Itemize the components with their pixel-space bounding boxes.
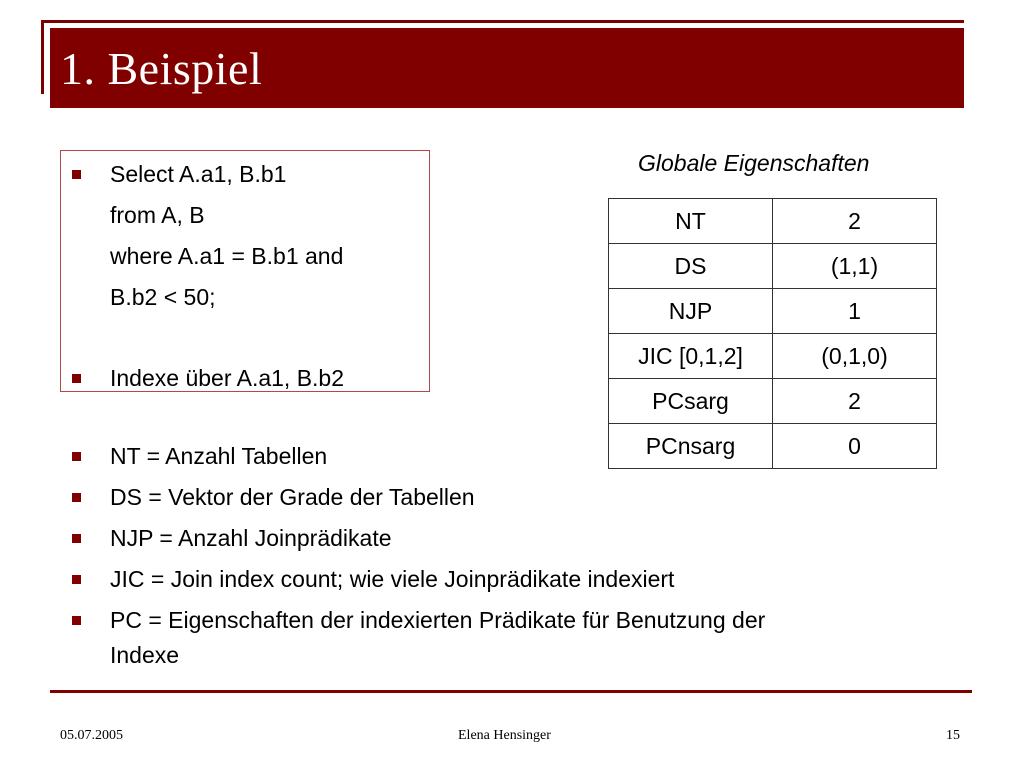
bullet-icon [72, 374, 81, 383]
property-value: (0,1,0) [773, 334, 937, 379]
global-properties-table [608, 198, 937, 469]
bullet-icon [72, 616, 81, 625]
property-value: (1,1) [773, 244, 937, 289]
definition-item: JIC = Join index count; wie viele Joinprädikate indexiert [110, 566, 675, 592]
table-row [609, 289, 937, 334]
indexes-text: Indexe über A.a1, B.b2 [110, 365, 345, 391]
definition-item-continued: Indexe [110, 642, 180, 668]
footer-page-number: 15 [946, 728, 960, 743]
bullet-icon [72, 534, 81, 543]
property-name: DS [609, 244, 773, 289]
footer-author: Elena Hensinger [458, 728, 551, 743]
bullet-icon [72, 575, 81, 584]
definition-item: NJP = Anzahl Joinprädikate [110, 525, 392, 551]
property-value: 1 [773, 289, 937, 334]
footer-date: 05.07.2005 [60, 728, 123, 743]
title-decor-horizontal [41, 20, 964, 23]
table-caption: Globale Eigenschaften [638, 150, 870, 176]
slide-title: 1. Beispiel [60, 42, 263, 94]
bullet-icon [72, 493, 81, 502]
query-line: from A, B [110, 202, 205, 228]
property-name: JIC [0,1,2] [609, 334, 773, 379]
query-line: where A.a1 = B.b1 and [110, 243, 344, 269]
property-value: 0 [773, 424, 937, 469]
definition-item: PC = Eigenschaften der indexierten Prädikate für Benutzung der [110, 607, 766, 633]
property-name: NJP [609, 289, 773, 334]
property-value: 2 [773, 379, 937, 424]
title-band [50, 28, 964, 108]
property-name: PCsarg [609, 379, 773, 424]
bullet-icon [72, 452, 81, 461]
table-row [609, 379, 937, 424]
table-row [609, 334, 937, 379]
definition-item: DS = Vektor der Grade der Tabellen [110, 484, 475, 510]
table-row [609, 244, 937, 289]
property-name: NT [609, 199, 773, 244]
query-line: B.b2 < 50; [110, 284, 216, 310]
table-row [609, 199, 937, 244]
footer-rule [50, 690, 972, 693]
property-name: PCnsarg [609, 424, 773, 469]
title-decor-vertical [41, 20, 44, 94]
definition-item: NT = Anzahl Tabellen [110, 443, 328, 469]
property-value: 2 [773, 199, 937, 244]
query-line: Select A.a1, B.b1 [110, 161, 287, 187]
table-row [609, 424, 937, 469]
bullet-icon [72, 170, 81, 179]
